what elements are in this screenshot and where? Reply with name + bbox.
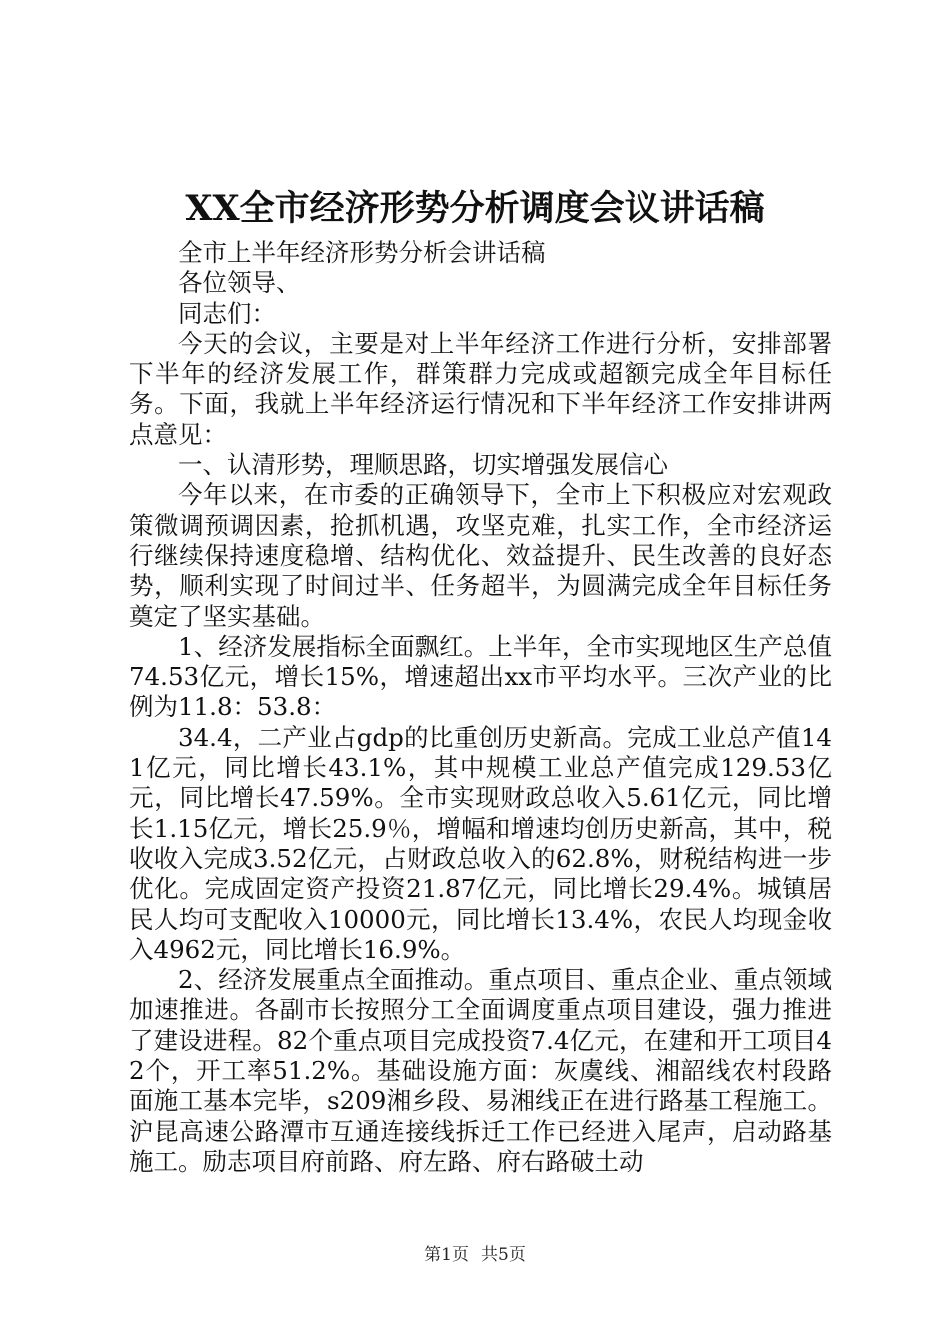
intro-paragraph: 今天的会议，主要是对上半年经济工作进行分析，安排部署下半年的经济发展工作，群策群力完成或超额完成全年目标任务。下面，我就上半年经济运行情况和下半年经济工作安排讲两点意见： (129, 328, 832, 449)
salutation-comrades: 同志们： (178, 298, 276, 328)
subtitle-paragraph: 全市上半年经济形势分析会讲话稿 (178, 238, 546, 267)
page-number-total: 共5页 (481, 1245, 526, 1265)
page-footer (0, 1244, 950, 1266)
document-body (129, 238, 832, 1177)
statistics-paragraph: 34.4，二产业占gdp的比重创历史新高。完成工业总产值141亿元，同比增长43.1%，其中规模工业总产值完成129.53亿元，同比增长47.59%。全市实现财政总收入5.61亿元，同比增长1.15亿元，增长25.9％，增幅和增速均创历史新高，其中，税收收入完成3.52亿元，占财政总收入的62.8%，财税结构进一步优化。完成固定资产投资21.87亿元，同比增长29.4%。城镇居民人均可支配收入10000元，同比增长13.4%，农民人均现金收入4962元，同比增长16.9%。 (129, 722, 832, 964)
page-number-current: 第1页 (424, 1245, 469, 1265)
section-heading-1: 一、认清形势，理顺思路，切实增强发展信心 (178, 450, 668, 480)
point-2-paragraph: 2、经济发展重点全面推动。重点项目、重点企业、重点领域加速推进。各副市长按照分工全面调度重点项目建设，强力推进了建设进程。82个重点项目完成投资7.4亿元，在建和开工项目42个，开工率51.2%。基础设施方面：灰虞线、湘韶线农村段路面施工基本完毕，s209湘乡段、易湘线正在进行路基工程施工。沪昆高速公路潭市互通连接线拆迁工作已经进入尾声，启动路基施工。励志项目府前路、府左路、府右路破土动 (129, 965, 832, 1176)
salutation-leaders: 各位领导、 (178, 268, 301, 298)
overview-paragraph: 今年以来，在市委的正确领导下，全市上下积极应对宏观政策微调预调因素，抢抓机遇，攻坚克难，扎实工作，全市经济运行继续保持速度稳增、结构优化、效益提升、民生改善的良好态势，顺利实现了时间过半、任务超半，为圆满完成全年目标任务奠定了坚实基础。 (129, 480, 832, 631)
document-title: XX全市经济形势分析调度会议讲话稿 (185, 188, 765, 229)
point-1-paragraph: 1、经济发展指标全面飘红。上半年，全市实现地区生产总值74.53亿元，增长15%，增速超出xx市平均水平。三次产业的比例为11.8：53.8： (129, 631, 832, 722)
